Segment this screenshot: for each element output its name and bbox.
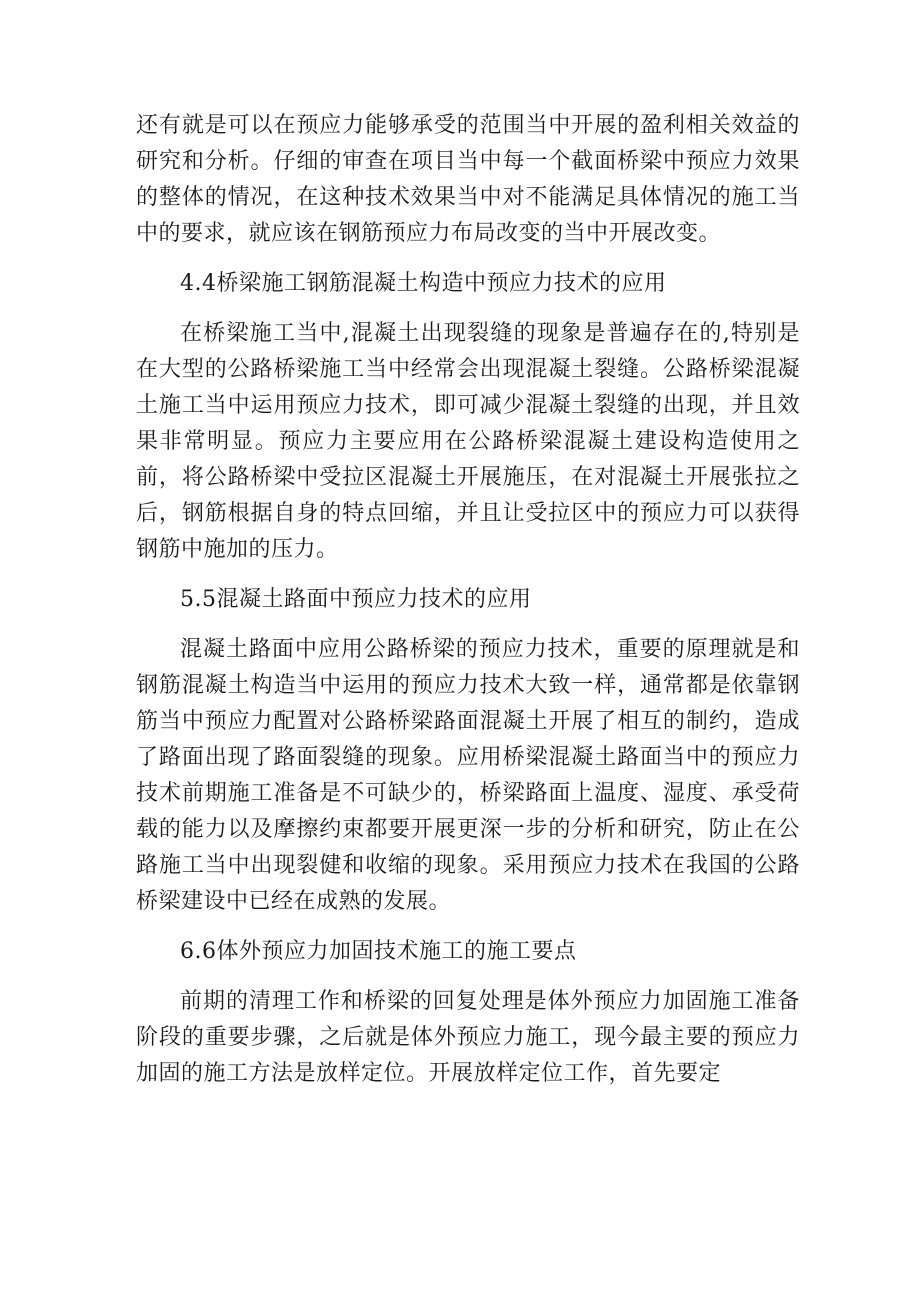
section-heading-6-6: 6.6体外预应力加固技术施工的施工要点 <box>180 939 577 964</box>
section-heading-5-5: 5.5混凝土路面中预应力技术的应用 <box>180 587 532 612</box>
paragraph-concrete-cracks: 在桥梁施工当中,混凝土出现裂缝的现象是普遍存在的,特别是在大型的公路桥梁施工当中经常会出现混凝土裂缝。公路桥梁混凝土施工当中运用预应力技术，即可减少混凝土裂缝的出现，并且效果非常明显。预应力主要应用在公路桥梁混凝土建设构造使用之前，将公路桥梁中受拉区混凝土开展施压，在对混凝土开展张拉之后，钢筋根据自身的特点回缩，并且让受拉区中的预应力可以获得钢筋中施加的压力。 <box>136 321 800 562</box>
document-body <box>136 108 800 1092</box>
paragraph-external-prestress: 前期的清理工作和桥梁的回复处理是体外预应力加固施工准备阶段的重要步骤，之后就是体外预应力施工，现今最主要的预应力加固的施工方法是放样定位。开展放样定位工作，首先要定 <box>136 989 800 1086</box>
paragraph-profit-analysis: 还有就是可以在预应力能够承受的范围当中开展的盈利相关效益的研究和分析。仔细的审查在项目当中每一个截面桥梁中预应力效果的整体的情况，在这种技术效果当中对不能满足具体情况的施工当中的要求，就应该在钢筋预应力布局改变的当中开展改变。 <box>136 113 800 246</box>
section-heading-4-4: 4.4桥梁施工钢筋混凝土构造中预应力技术的应用 <box>180 271 667 296</box>
paragraph-road-surface: 混凝土路面中应用公路桥梁的预应力技术，重要的原理就是和钢筋混凝土构造当中运用的预应力技术大致一样，通常都是依靠钢筋当中预应力配置对公路桥梁路面混凝土开展了相互的制约，造成了路面出现了路面裂缝的现象。应用桥梁混凝土路面当中的预应力技术前期施工准备是不可缺少的，桥梁路面上温度、湿度、承受荷载的能力以及摩擦约束都要开展更深一步的分析和研究，防止在公路施工当中出现裂健和收缩的现象。采用预应力技术在我国的公路桥梁建设中已经在成熟的发展。 <box>136 637 800 914</box>
